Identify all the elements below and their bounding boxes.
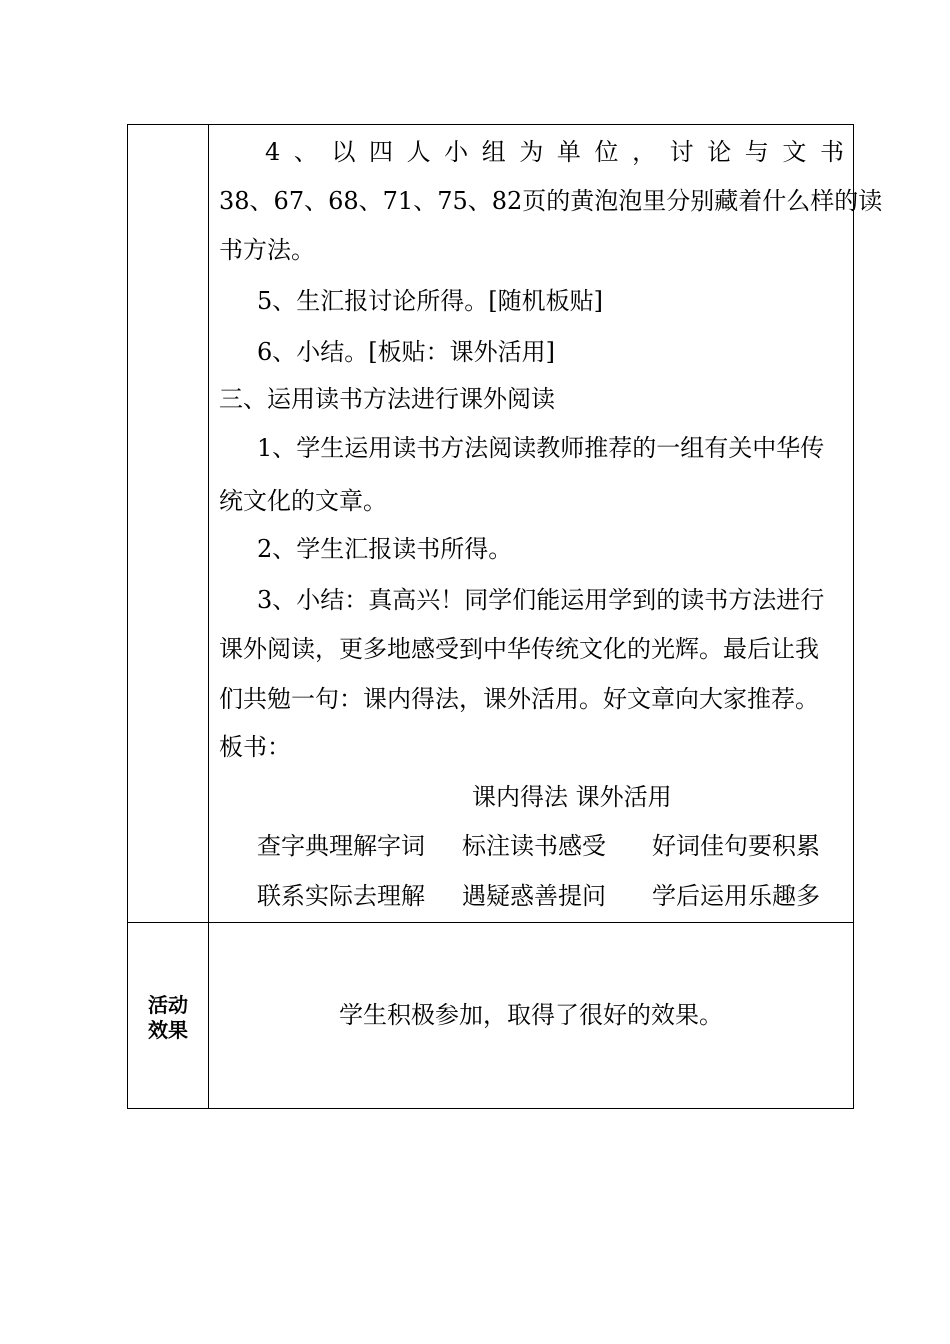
text-run: 黄 — [570, 187, 595, 215]
text-run: 读 — [858, 187, 883, 215]
effect-text: 学生积极参加，取得了很好的效果。 — [339, 1001, 723, 1029]
text-run: 68 — [328, 187, 359, 215]
text-run: 67 — [273, 187, 305, 215]
step-1: 1、学生运用读书方法阅读教师推荐的一组有关中华传 — [257, 434, 825, 462]
text-line: 统文化的文章。 — [219, 487, 387, 515]
text-run: 的 — [834, 187, 859, 215]
text-run: 以 — [331, 138, 356, 166]
text-run: 文 — [782, 138, 807, 166]
text-run: 、 — [293, 138, 318, 166]
text-run: 泡 — [594, 187, 619, 215]
text-run: 、 — [249, 187, 274, 215]
effect-label-line: 活动 — [148, 993, 188, 1017]
text-run: 为 — [519, 138, 544, 166]
text-run: 、 — [467, 187, 492, 215]
text-run: 样 — [810, 187, 835, 215]
effect-label-line: 效果 — [148, 1018, 188, 1042]
text-run: 论 — [707, 138, 732, 166]
text-line: 书方法。 — [219, 236, 315, 264]
text-run: 么 — [786, 187, 811, 215]
text-run: 讨 — [669, 138, 694, 166]
step-6: 6、小结。[板贴：课外活用] — [257, 338, 555, 366]
text-run: 38 — [219, 187, 250, 215]
text-run: 位 — [594, 138, 619, 166]
text-run: 书 — [819, 138, 844, 166]
justified-text — [265, 137, 844, 167]
text-run: 泡 — [618, 187, 643, 215]
lesson-table — [127, 124, 883, 1109]
text-run: 单 — [556, 138, 581, 166]
text-run: 、 — [413, 187, 438, 215]
text-run: 别 — [690, 187, 715, 215]
step-2: 2、学生汇报读书所得。 — [257, 535, 513, 563]
row-divider — [128, 922, 853, 923]
text-run: 4 — [265, 138, 281, 166]
text-run: 、 — [358, 187, 383, 215]
text-run: 71 — [382, 187, 414, 215]
board-item: 标注读书感受 — [462, 832, 606, 860]
text-run: 里 — [642, 187, 667, 215]
text-line: 课外阅读，更多地感受到中华传统文化的光辉。最后让我 — [219, 635, 819, 663]
board-title: 课内得法 课外活用 — [472, 783, 672, 811]
text-run: ， — [632, 138, 657, 166]
text-run: 的 — [546, 187, 571, 215]
board-item: 好词佳句要积累 — [652, 832, 820, 860]
text-run: 小 — [444, 138, 469, 166]
text-run: 75 — [437, 187, 468, 215]
board-label: 板书： — [219, 733, 291, 761]
text-run: 藏 — [714, 187, 739, 215]
text-run: 82 — [491, 187, 523, 215]
step-4-pages — [219, 186, 883, 216]
step-3: 3、小结：真高兴！同学们能运用学到的读书方法进行 — [257, 586, 825, 614]
step-4-line — [219, 137, 844, 167]
text-line: 们共勉一句：课内得法，课外活用。好文章向大家推荐。 — [219, 685, 819, 713]
column-divider — [208, 125, 209, 1108]
justified-text — [219, 186, 882, 216]
effect-label — [128, 993, 208, 1043]
text-run: 、 — [304, 187, 329, 215]
section-heading: 三、运用读书方法进行课外阅读 — [219, 385, 555, 413]
board-item: 联系实际去理解 — [257, 882, 425, 910]
text-run: 分 — [666, 187, 691, 215]
text-run: 组 — [481, 138, 506, 166]
text-run: 页 — [522, 187, 547, 215]
step-5: 5、生汇报讨论所得。[随机板贴] — [257, 287, 603, 315]
board-item: 遇疑惑善提问 — [462, 882, 606, 910]
text-run: 四 — [369, 138, 394, 166]
board-item: 学后运用乐趣多 — [652, 882, 820, 910]
text-run: 与 — [744, 138, 769, 166]
text-run: 什 — [762, 187, 787, 215]
text-run: 着 — [738, 187, 763, 215]
board-item: 查字典理解字词 — [257, 832, 425, 860]
text-run: 人 — [406, 138, 431, 166]
